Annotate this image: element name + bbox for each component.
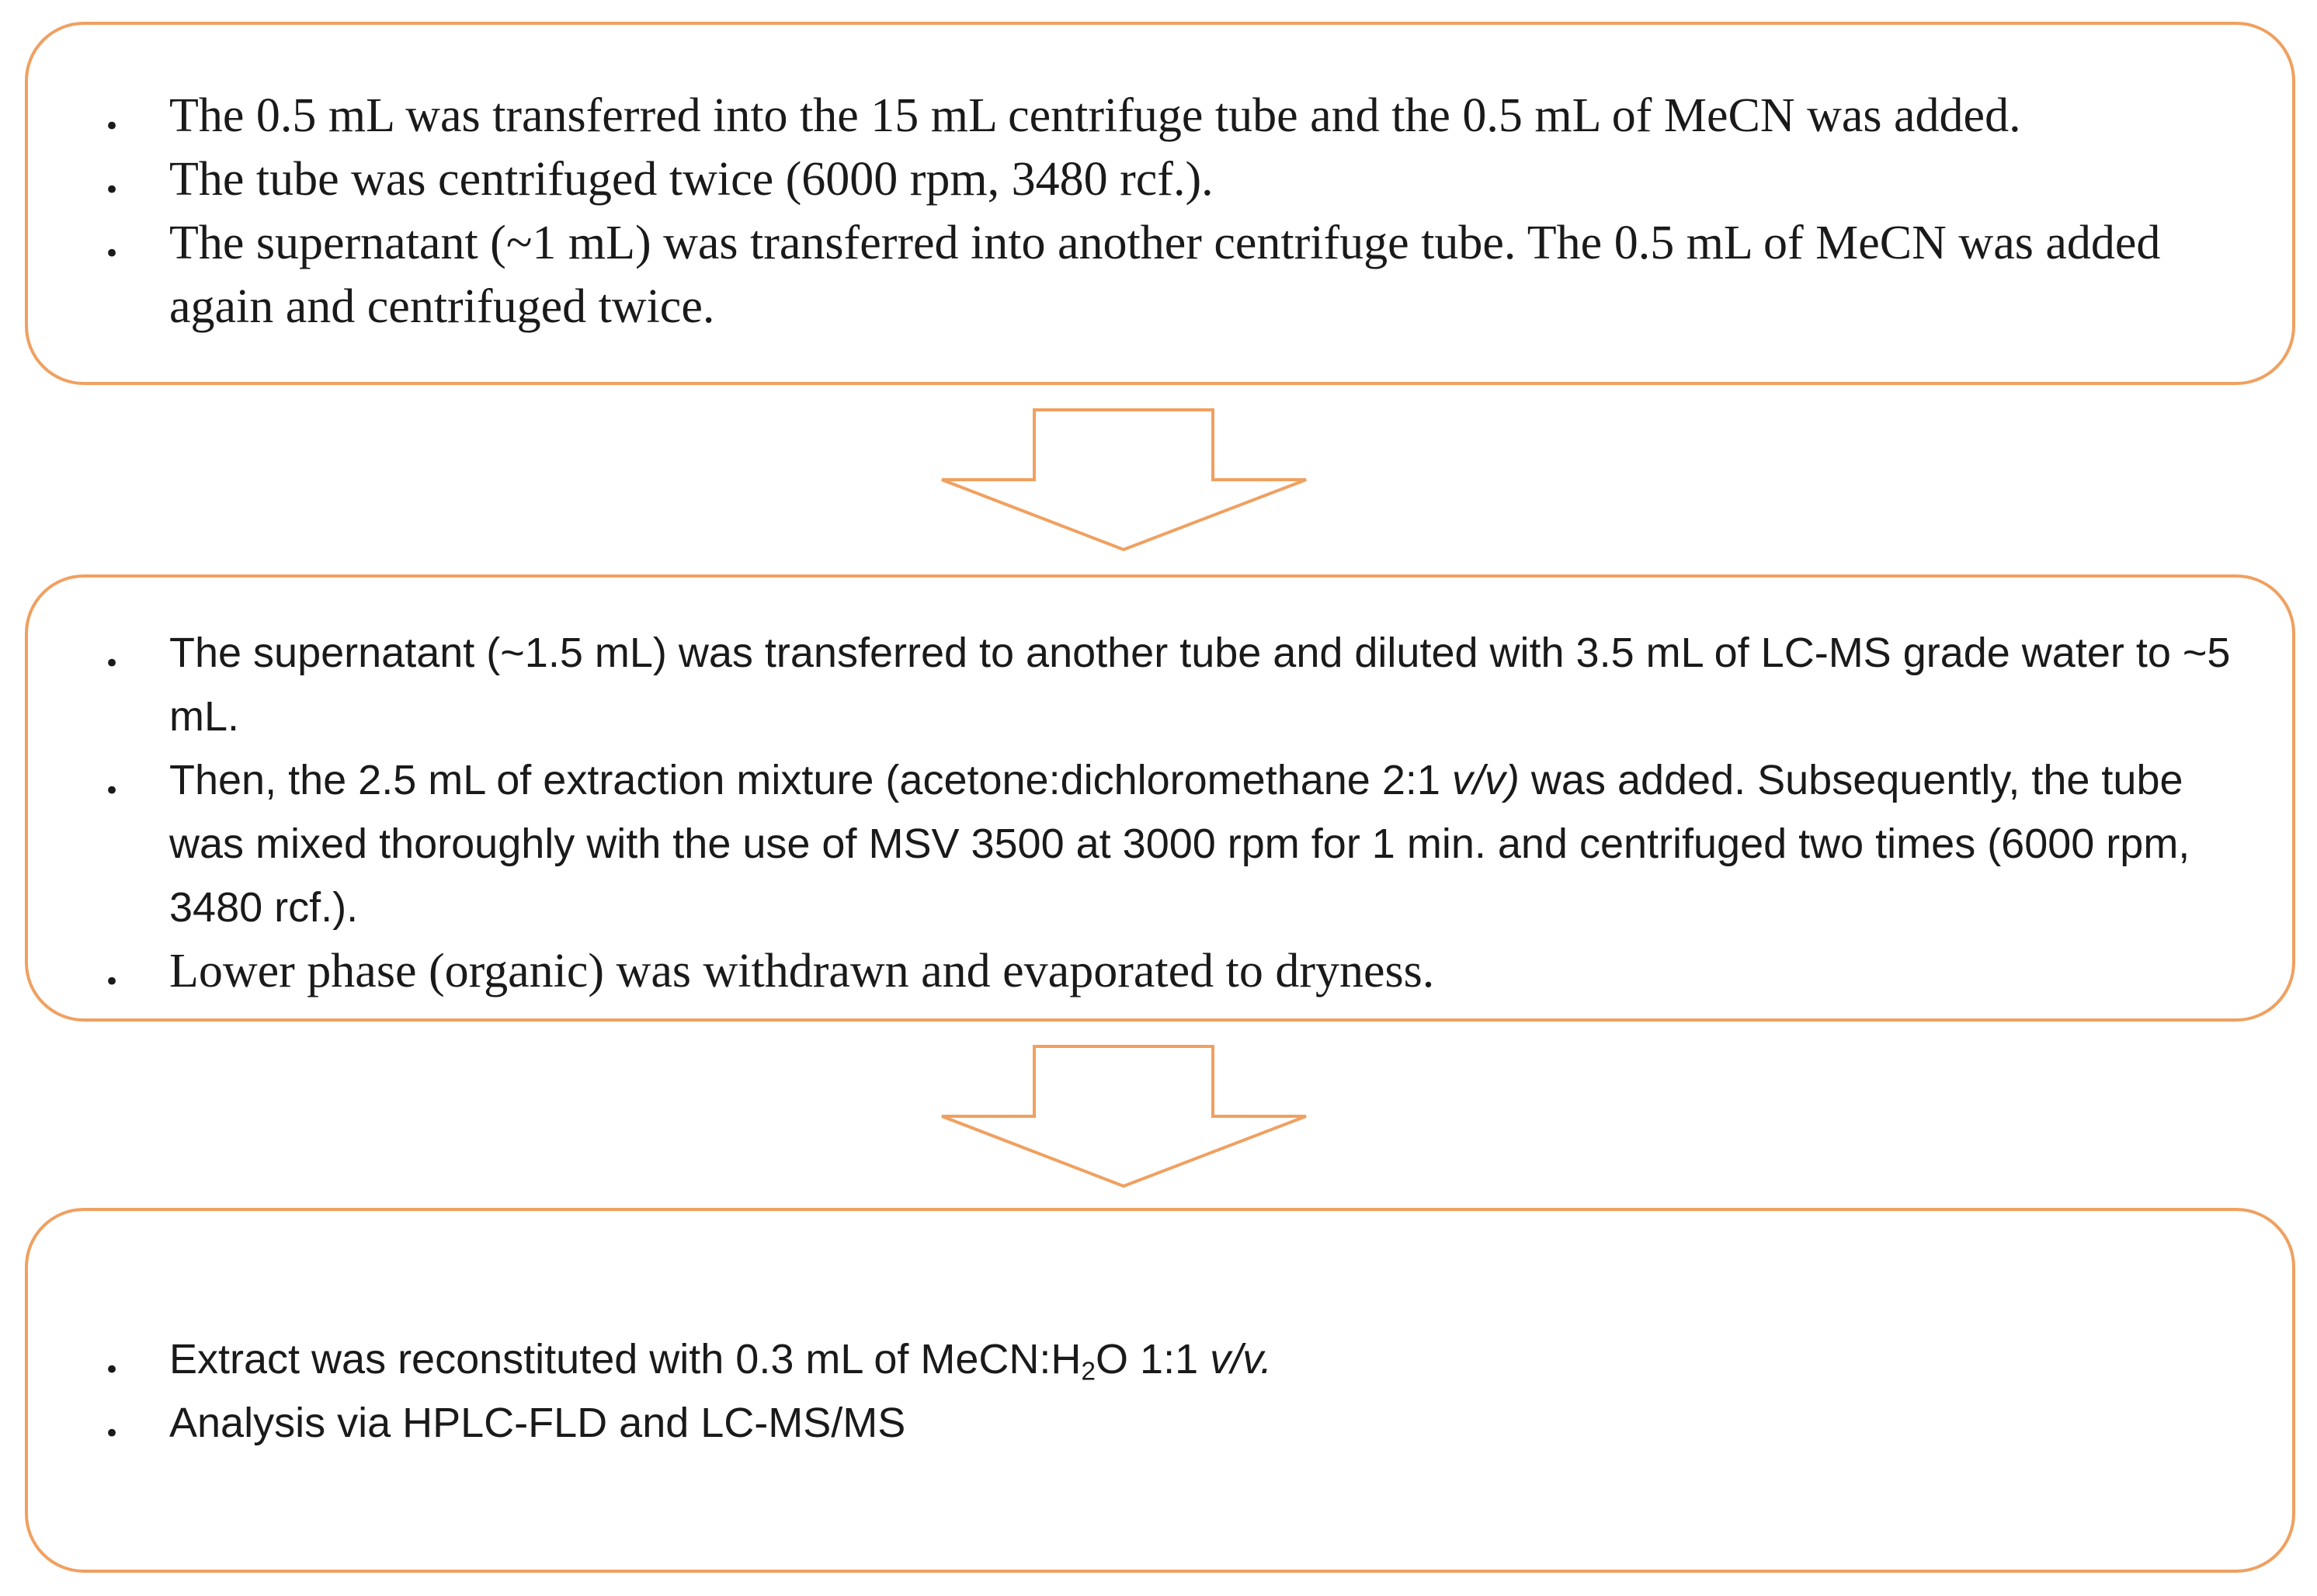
list-item [28,84,2246,147]
list-item [28,621,2246,748]
step-text: The supernatant (~1 mL) was transferred into another centrifuge tube. The 0.5 mL of MeCN was added again and centrifuged twice. [169,217,2161,333]
bullet-icon: • [104,238,120,269]
step-text: Analysis via HPLC-FLD and LC-MS/MS [169,1400,906,1446]
step-box-centrifugation [25,22,2295,385]
step-box-extraction [25,574,2295,1022]
list-item [28,147,2246,211]
step-text: The 0.5 mL was transferred into the 15 mL centrifuge tube and the 0.5 mL of MeCN was added. [169,89,2021,142]
bullet-icon: • [104,966,120,998]
down-arrow-icon [940,1045,1308,1188]
down-arrow-icon [940,408,1308,552]
step-text: Extract was reconstituted with 0.3 mL of $MeCN:H_2O$ 1:1 v/v. [169,1336,1273,1386]
step-list [28,84,2246,338]
bullet-icon: • [104,648,120,679]
step-list [28,621,2246,1003]
bullet-icon: • [104,775,120,807]
list-item [28,1391,2246,1455]
step-text: The supernatant (~1.5 mL) was transferred to another tube and diluted with 3.5 mL of LC-MS grade water to ~5 mL. [169,630,2231,740]
step-text: The tube was centrifuged twice (6000 rpm, 3480 rcf.). [169,153,1214,206]
step-text: Then, the 2.5 mL of extraction mixture (acetone:dichloromethane 2:1 v/v) was added. Subsequently, the tube was mixed thoroughly with the use of MSV 3500 at 3000 rpm for 1 min. and centrifuged two times (6000 rpm, 3480 rcf.). [169,757,2190,931]
bullet-icon: • [104,1418,120,1449]
bullet-icon: • [104,175,120,206]
list-item [28,1327,2246,1391]
list-item [28,939,2246,1003]
list-item [28,211,2246,338]
step-box-reconstitution [25,1208,2295,1573]
bullet-icon: • [104,111,120,142]
bullet-icon: • [104,1355,120,1386]
step-text: Lower phase (organic) was withdrawn and evaporated to dryness. [169,945,1435,998]
list-item [28,748,2246,939]
step-list [28,1327,2246,1455]
